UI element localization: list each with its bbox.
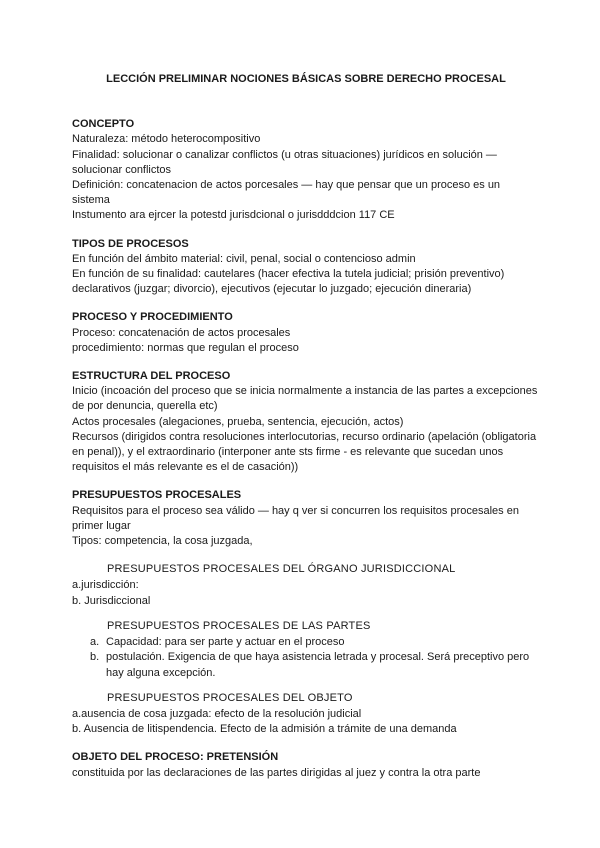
list-item-text: Capacidad: para ser parte y actuar en el proceso: [106, 636, 345, 649]
section-concepto: [72, 117, 540, 223]
section-tipos: [72, 237, 540, 298]
paragraph: Inicio (incoación del proceso que se inicia normalmente a instancia de las partes a excepciones de por denuncia, querella etc): [72, 385, 538, 413]
paragraph: Actos procesales (alegaciones, prueba, sentencia, ejecución, actos): [72, 415, 404, 428]
section-estructura: [72, 369, 540, 475]
list-marker: a.: [90, 636, 100, 649]
paragraph: En función de su finalidad: cautelares (hacer efectiva la tutela judicial; prisión preventivo) declarativos (juzgar; divorcio), ejecutivos (ejecutar lo juzgado; ejecución dineraria): [72, 268, 505, 296]
ordered-list: [72, 635, 540, 681]
paragraph: Proceso: concatenación de actos procesales: [72, 326, 291, 339]
paragraph: Definición: concatenacion de actos porcesales — hay que pensar que un proceso es un sistema: [72, 179, 501, 207]
section-heading: CONCEPTO: [72, 118, 135, 131]
section-heading: PRESUPUESTOS PROCESALES: [72, 489, 242, 502]
paragraph: Requisitos para el proceso sea válido — hay q ver si concurren los requisitos procesales en primer lugar: [72, 504, 519, 532]
section-objeto: [72, 750, 540, 780]
subsection-objeto-presupuestos: [72, 691, 540, 738]
list-item-text: postulación. Exigencia de que haya asistencia letrada y procesal. Será preceptivo pero hay alguna excepción.: [106, 651, 530, 679]
subsection-partes: [72, 619, 540, 681]
list-item: [72, 650, 540, 680]
paragraph: a.jurisdicción:: [72, 579, 139, 592]
subsection-heading: PRESUPUESTOS PROCESALES DEL OBJETO: [107, 691, 353, 704]
paragraph: b. Ausencia de litispendencia. Efecto de la admisión a trámite de una demanda: [72, 723, 457, 736]
subsection-heading: PRESUPUESTOS PROCESALES DEL ÓRGANO JURISDICCIONAL: [107, 563, 456, 576]
section-proceso: [72, 310, 540, 356]
document-title: LECCIÓN PRELIMINAR NOCIONES BÁSICAS SOBRE DERECHO PROCESAL: [106, 73, 506, 85]
paragraph: constituida por las declaraciones de las partes dirigidas al juez y contra la otra parte: [72, 766, 481, 779]
paragraph: Naturaleza: método heterocompositivo: [72, 133, 261, 146]
section-heading: OBJETO DEL PROCESO: PRETENSIÓN: [72, 751, 279, 764]
paragraph: procedimiento: normas que regulan el proceso: [72, 341, 299, 354]
list-marker: b.: [90, 651, 100, 664]
paragraph: a.ausencia de cosa juzgada: efecto de la resolución judicial: [72, 707, 362, 720]
paragraph: Finalidad: solucionar o canalizar conflictos (u otras situaciones) jurídicos en solución — solucionar conflictos: [72, 148, 497, 176]
paragraph: Recursos (dirigidos contra resoluciones interlocutorias, recurso ordinario (apelación (obligatoria en penal)), y el extraordinario (interponer ante sts firme - es relevante que sucedan unos requisitos el más relevante es el de casación)): [72, 430, 537, 474]
subsection-heading: PRESUPUESTOS PROCESALES DE LAS PARTES: [107, 619, 371, 632]
list-item: [72, 635, 540, 650]
section-heading: ESTRUCTURA DEL PROCESO: [72, 370, 231, 383]
section-heading: PROCESO Y PROCEDIMIENTO: [72, 311, 233, 324]
paragraph: b. Jurisdiccional: [72, 594, 151, 607]
paragraph: Instumento ara ejrcer la potestd jurisdcional o jurisdddcion 117 CE: [72, 209, 395, 222]
section-presupuestos: [72, 488, 540, 549]
paragraph: Tipos: competencia, la cosa juzgada,: [72, 535, 253, 548]
subsection-organo: [72, 562, 540, 609]
section-heading: TIPOS DE PROCESOS: [72, 237, 189, 250]
paragraph: En función del ámbito material: civil, penal, social o contencioso admin: [72, 252, 416, 265]
